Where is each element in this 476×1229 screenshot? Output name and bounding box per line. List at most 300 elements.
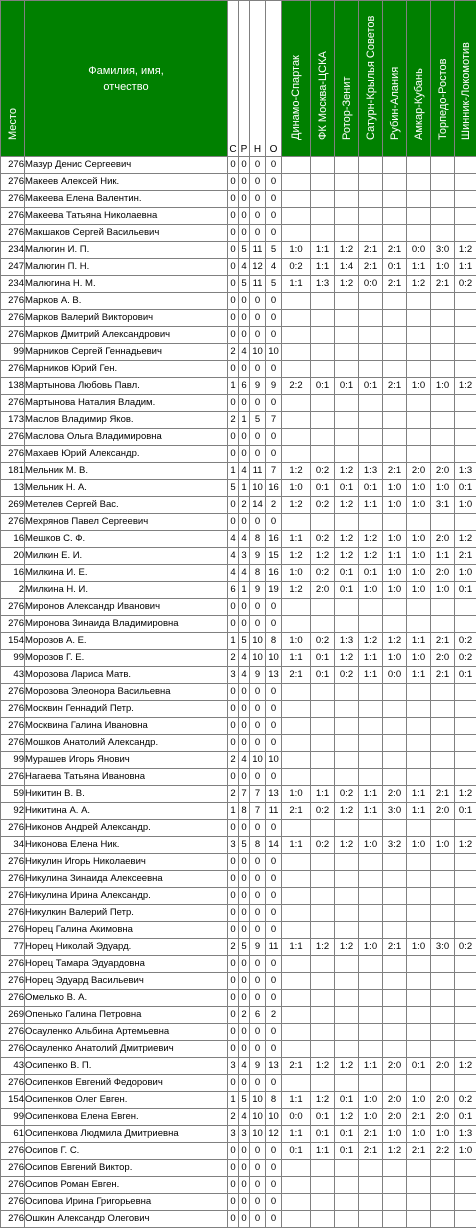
score-cell (282, 327, 311, 344)
score-cell: 1:2 (282, 582, 311, 599)
table-row (1, 565, 476, 582)
score-cell: 0:1 (455, 582, 476, 599)
score-cell (282, 701, 311, 718)
name-cell: Марков А. В. (25, 293, 228, 310)
stat-cell: 0 (239, 1143, 250, 1160)
score-cell: 1:0 (383, 480, 407, 497)
score-cell (455, 225, 476, 242)
score-cell: 1:1 (359, 667, 383, 684)
score-cell: 2:0 (311, 582, 335, 599)
score-cell (335, 922, 359, 939)
score-cell (359, 429, 383, 446)
score-cell: 1:0 (407, 548, 431, 565)
stat-cell: 9 (250, 1058, 266, 1075)
name-cell: Осипенков Евгений Федорович (25, 1075, 228, 1092)
score-cell (282, 344, 311, 361)
stat-cell: 0 (239, 973, 250, 990)
name-cell: Марников Юрий Ген. (25, 361, 228, 378)
stat-cell: 11 (250, 463, 266, 480)
score-cell (335, 1194, 359, 1211)
table-row (1, 633, 476, 650)
stat-cell: 0 (250, 293, 266, 310)
name-cell: Макшаков Сергей Васильевич (25, 225, 228, 242)
score-cell (383, 990, 407, 1007)
name-cell: Махаев Юрий Александр. (25, 446, 228, 463)
score-cell: 1:2 (455, 378, 476, 395)
stat-cell: 12 (250, 259, 266, 276)
score-cell (359, 1194, 383, 1211)
score-cell: 1:1 (359, 497, 383, 514)
score-cell (407, 820, 431, 837)
score-cell: 0:1 (455, 803, 476, 820)
score-cell: 0:2 (311, 497, 335, 514)
score-cell: 0:2 (455, 633, 476, 650)
score-cell (335, 1160, 359, 1177)
score-cell (311, 310, 335, 327)
stat-cell: 0 (228, 259, 239, 276)
score-cell (455, 344, 476, 361)
stat-cell: 3 (228, 667, 239, 684)
stat-cell: 0 (266, 718, 282, 735)
stat-cell: 0 (250, 990, 266, 1007)
score-cell: 1:0 (282, 565, 311, 582)
score-cell (335, 225, 359, 242)
stat-cell: 10 (250, 1092, 266, 1109)
stat-cell: 11 (250, 242, 266, 259)
stat-cell: 0 (239, 395, 250, 412)
stat-cell: 0 (228, 905, 239, 922)
score-cell: 1:0 (455, 565, 476, 582)
score-cell: 1:0 (431, 378, 455, 395)
score-cell (383, 344, 407, 361)
table-row (1, 718, 476, 735)
score-cell (311, 191, 335, 208)
table-row (1, 514, 476, 531)
score-cell (311, 769, 335, 786)
stat-cell: 0 (228, 1024, 239, 1041)
score-cell (282, 905, 311, 922)
score-cell (282, 752, 311, 769)
name-header-line2: отчество (103, 81, 149, 93)
score-cell (431, 769, 455, 786)
score-cell (335, 973, 359, 990)
score-cell (359, 293, 383, 310)
score-cell (455, 310, 476, 327)
stat-cell: 2 (228, 786, 239, 803)
score-cell (359, 871, 383, 888)
score-cell: 2:1 (431, 276, 455, 293)
stat-cell: 0 (239, 446, 250, 463)
score-cell: 1:2 (311, 548, 335, 565)
name-cell: Осауленко Анатолий Дмитриевич (25, 1041, 228, 1058)
stat-cell: 3 (228, 837, 239, 854)
score-cell (335, 412, 359, 429)
score-cell (383, 956, 407, 973)
table-row (1, 769, 476, 786)
score-cell: 1:2 (335, 463, 359, 480)
place-cell: 269 (1, 497, 25, 514)
stat-cell: 0 (228, 973, 239, 990)
stat-cell: 0 (250, 191, 266, 208)
place-cell: 99 (1, 1109, 25, 1126)
table-row (1, 1024, 476, 1041)
stat-cell: 0 (239, 684, 250, 701)
score-cell (431, 854, 455, 871)
score-cell: 0:1 (455, 480, 476, 497)
score-cell (407, 735, 431, 752)
stat-cell: 0 (228, 191, 239, 208)
stat-cell: 0 (228, 310, 239, 327)
table-row (1, 939, 476, 956)
stat-cell: 2 (228, 344, 239, 361)
table-row (1, 667, 476, 684)
stat-cell: 5 (239, 939, 250, 956)
score-cell (335, 395, 359, 412)
stat-cell: 14 (266, 837, 282, 854)
score-cell: 1:2 (455, 837, 476, 854)
score-cell: 0:1 (335, 1126, 359, 1143)
table-row (1, 531, 476, 548)
score-cell: 2:1 (407, 1143, 431, 1160)
stat-cell: 0 (266, 871, 282, 888)
score-cell (282, 718, 311, 735)
score-cell (383, 1024, 407, 1041)
stat-cell: 9 (250, 548, 266, 565)
score-cell (282, 1075, 311, 1092)
stat-cell: 0 (266, 1160, 282, 1177)
score-cell: 1:2 (335, 837, 359, 854)
score-cell (282, 191, 311, 208)
score-cell: 1:0 (407, 531, 431, 548)
score-cell: 2:1 (383, 242, 407, 259)
score-cell (407, 922, 431, 939)
score-cell (407, 191, 431, 208)
stat-cell: 5 (250, 412, 266, 429)
score-cell (311, 752, 335, 769)
score-cell (407, 429, 431, 446)
score-cell (455, 361, 476, 378)
score-cell: 0:1 (383, 259, 407, 276)
score-cell (311, 820, 335, 837)
stat-cell: 0 (239, 888, 250, 905)
score-cell (335, 684, 359, 701)
stat-header-draws: Р (239, 1, 250, 157)
stat-cell: 3 (239, 548, 250, 565)
score-cell (383, 701, 407, 718)
score-cell (335, 871, 359, 888)
score-cell (335, 1075, 359, 1092)
score-cell: 1:0 (383, 582, 407, 599)
stat-cell: 0 (228, 769, 239, 786)
stat-cell: 8 (266, 1092, 282, 1109)
stat-cell: 13 (266, 1058, 282, 1075)
score-cell (407, 718, 431, 735)
stat-cell: 8 (250, 565, 266, 582)
score-cell (311, 888, 335, 905)
score-cell (455, 1211, 476, 1228)
header-row (1, 1, 476, 157)
match-header: Ротор-Зенит (335, 1, 359, 157)
score-cell: 1:3 (311, 276, 335, 293)
score-cell (335, 701, 359, 718)
score-cell (335, 446, 359, 463)
score-cell: 3:2 (383, 837, 407, 854)
stat-cell: 0 (266, 446, 282, 463)
score-cell (407, 616, 431, 633)
name-cell: Никонов Андрей Александр. (25, 820, 228, 837)
name-cell: Макеева Татьяна Николаевна (25, 208, 228, 225)
stat-cell: 0 (239, 361, 250, 378)
name-cell: Малюгин И. П. (25, 242, 228, 259)
table-row (1, 837, 476, 854)
score-cell: 1:1 (282, 1092, 311, 1109)
score-cell: 1:0 (282, 242, 311, 259)
score-cell (407, 871, 431, 888)
score-cell (311, 1194, 335, 1211)
place-cell: 234 (1, 276, 25, 293)
score-cell (359, 1041, 383, 1058)
score-cell: 1:2 (282, 463, 311, 480)
place-cell: 276 (1, 769, 25, 786)
score-cell (383, 174, 407, 191)
stat-cell: 1 (228, 633, 239, 650)
stat-cell: 0 (250, 208, 266, 225)
stat-cell: 8 (250, 531, 266, 548)
stat-cell: 0 (250, 871, 266, 888)
place-cell: 276 (1, 429, 25, 446)
table-row (1, 1143, 476, 1160)
stat-cell: 5 (266, 242, 282, 259)
stat-cell: 19 (266, 582, 282, 599)
stat-cell: 12 (266, 1126, 282, 1143)
score-cell: 1:0 (455, 1143, 476, 1160)
score-cell (431, 990, 455, 1007)
score-cell (383, 1007, 407, 1024)
name-cell: Миронов Александр Иванович (25, 599, 228, 616)
score-cell (383, 1194, 407, 1211)
score-cell (407, 599, 431, 616)
score-cell: 1:0 (407, 565, 431, 582)
score-cell (359, 616, 383, 633)
score-cell (407, 310, 431, 327)
score-cell (431, 225, 455, 242)
score-cell: 1:2 (335, 242, 359, 259)
stat-cell: 0 (266, 769, 282, 786)
score-cell (383, 395, 407, 412)
stat-cell: 0 (239, 1160, 250, 1177)
table-row (1, 735, 476, 752)
score-cell (431, 752, 455, 769)
place-cell: 276 (1, 1211, 25, 1228)
score-cell: 1:0 (407, 1126, 431, 1143)
score-cell (282, 1160, 311, 1177)
name-cell: Милкина И. Е. (25, 565, 228, 582)
score-cell: 2:0 (431, 565, 455, 582)
place-cell: 276 (1, 446, 25, 463)
score-cell (282, 599, 311, 616)
stat-cell: 0 (266, 701, 282, 718)
score-cell: 1:1 (359, 650, 383, 667)
table-row (1, 446, 476, 463)
score-cell (335, 1007, 359, 1024)
score-cell (311, 905, 335, 922)
stat-cell: 7 (250, 803, 266, 820)
stat-cell: 9 (250, 582, 266, 599)
stat-cell: 0 (266, 1143, 282, 1160)
score-cell: 2:1 (383, 939, 407, 956)
place-cell: 276 (1, 956, 25, 973)
score-cell (431, 973, 455, 990)
score-cell: 2:0 (431, 463, 455, 480)
place-cell: 276 (1, 973, 25, 990)
score-cell: 1:1 (359, 786, 383, 803)
name-cell: Осипенков Олег Евген. (25, 1092, 228, 1109)
table-row (1, 599, 476, 616)
score-cell (359, 752, 383, 769)
stat-cell: 0 (266, 973, 282, 990)
score-cell (455, 820, 476, 837)
score-cell: 1:1 (282, 837, 311, 854)
stat-cell: 2 (266, 497, 282, 514)
score-cell: 2:1 (359, 259, 383, 276)
stat-cell: 2 (228, 1109, 239, 1126)
table-row (1, 854, 476, 871)
stat-cell: 6 (250, 1007, 266, 1024)
table-row (1, 1007, 476, 1024)
score-cell (282, 871, 311, 888)
score-cell (311, 701, 335, 718)
score-cell: 1:4 (335, 259, 359, 276)
score-cell: 3:0 (431, 939, 455, 956)
score-cell (431, 361, 455, 378)
score-cell (455, 973, 476, 990)
name-cell: Морозов Г. Е. (25, 650, 228, 667)
stat-cell: 2 (239, 1007, 250, 1024)
score-cell: 1:2 (335, 650, 359, 667)
score-cell (282, 293, 311, 310)
table-row (1, 1075, 476, 1092)
score-cell (359, 854, 383, 871)
stat-header-wins: С (228, 1, 239, 157)
stat-cell: 0 (266, 956, 282, 973)
score-cell (359, 599, 383, 616)
score-cell (311, 208, 335, 225)
score-cell: 1:0 (431, 259, 455, 276)
score-cell (383, 973, 407, 990)
score-cell (335, 905, 359, 922)
stat-cell: 11 (266, 803, 282, 820)
score-cell: 1:2 (455, 786, 476, 803)
score-cell: 1:1 (407, 259, 431, 276)
score-cell: 1:2 (335, 497, 359, 514)
place-cell: 276 (1, 174, 25, 191)
score-cell (383, 1075, 407, 1092)
score-cell (455, 922, 476, 939)
score-cell (282, 1177, 311, 1194)
score-cell (335, 310, 359, 327)
table-row (1, 276, 476, 293)
score-cell: 0:1 (335, 582, 359, 599)
score-cell: 1:0 (383, 497, 407, 514)
stat-cell: 0 (250, 1194, 266, 1211)
score-cell (311, 1177, 335, 1194)
stat-cell: 0 (239, 293, 250, 310)
stat-cell: 0 (228, 990, 239, 1007)
stat-cell: 0 (250, 769, 266, 786)
place-cell: 181 (1, 463, 25, 480)
score-cell: 2:1 (359, 242, 383, 259)
score-cell (282, 208, 311, 225)
score-cell (282, 820, 311, 837)
stat-cell: 7 (266, 463, 282, 480)
score-cell (431, 956, 455, 973)
score-cell (431, 327, 455, 344)
table-row (1, 956, 476, 973)
score-cell (431, 820, 455, 837)
score-cell (311, 412, 335, 429)
name-cell: Марков Валерий Викторович (25, 310, 228, 327)
score-cell: 0:1 (311, 650, 335, 667)
name-cell: Маслова Ольга Владимировна (25, 429, 228, 446)
name-cell: Мартынова Любовь Павл. (25, 378, 228, 395)
score-cell: 1:2 (282, 548, 311, 565)
score-cell: 1:0 (407, 378, 431, 395)
score-cell (455, 327, 476, 344)
score-cell: 2:1 (282, 803, 311, 820)
stat-cell: 0 (239, 1075, 250, 1092)
stat-cell: 1 (239, 480, 250, 497)
score-cell (431, 514, 455, 531)
score-cell (455, 888, 476, 905)
score-cell (455, 446, 476, 463)
stat-cell: 5 (228, 480, 239, 497)
table-row (1, 1211, 476, 1228)
stat-cell: 2 (266, 1007, 282, 1024)
score-cell (335, 429, 359, 446)
stat-cell: 0 (266, 1177, 282, 1194)
score-cell (455, 616, 476, 633)
stat-cell: 0 (266, 429, 282, 446)
score-cell: 2:1 (359, 1143, 383, 1160)
score-cell (383, 922, 407, 939)
score-cell (431, 1041, 455, 1058)
score-cell: 0:0 (383, 667, 407, 684)
name-cell: Миронова Зинаида Владимировна (25, 616, 228, 633)
stat-cell: 2 (228, 939, 239, 956)
place-cell: 276 (1, 922, 25, 939)
place-cell: 99 (1, 344, 25, 361)
name-cell: Никулкин Валерий Петр. (25, 905, 228, 922)
name-cell: Мельник Н. А. (25, 480, 228, 497)
score-cell: 0:2 (455, 276, 476, 293)
score-cell (455, 599, 476, 616)
table-row (1, 242, 476, 259)
score-cell (282, 854, 311, 871)
stat-cell: 0 (250, 854, 266, 871)
table-row (1, 412, 476, 429)
score-cell (383, 293, 407, 310)
score-cell (455, 905, 476, 922)
match-header: ФК Москва-ЦСКА (311, 1, 335, 157)
place-cell: 276 (1, 684, 25, 701)
score-cell: 1:0 (383, 1126, 407, 1143)
score-cell (407, 208, 431, 225)
stat-cell: 0 (228, 361, 239, 378)
score-cell (359, 208, 383, 225)
score-cell (383, 1041, 407, 1058)
score-cell: 1:0 (407, 497, 431, 514)
score-cell: 1:2 (335, 803, 359, 820)
